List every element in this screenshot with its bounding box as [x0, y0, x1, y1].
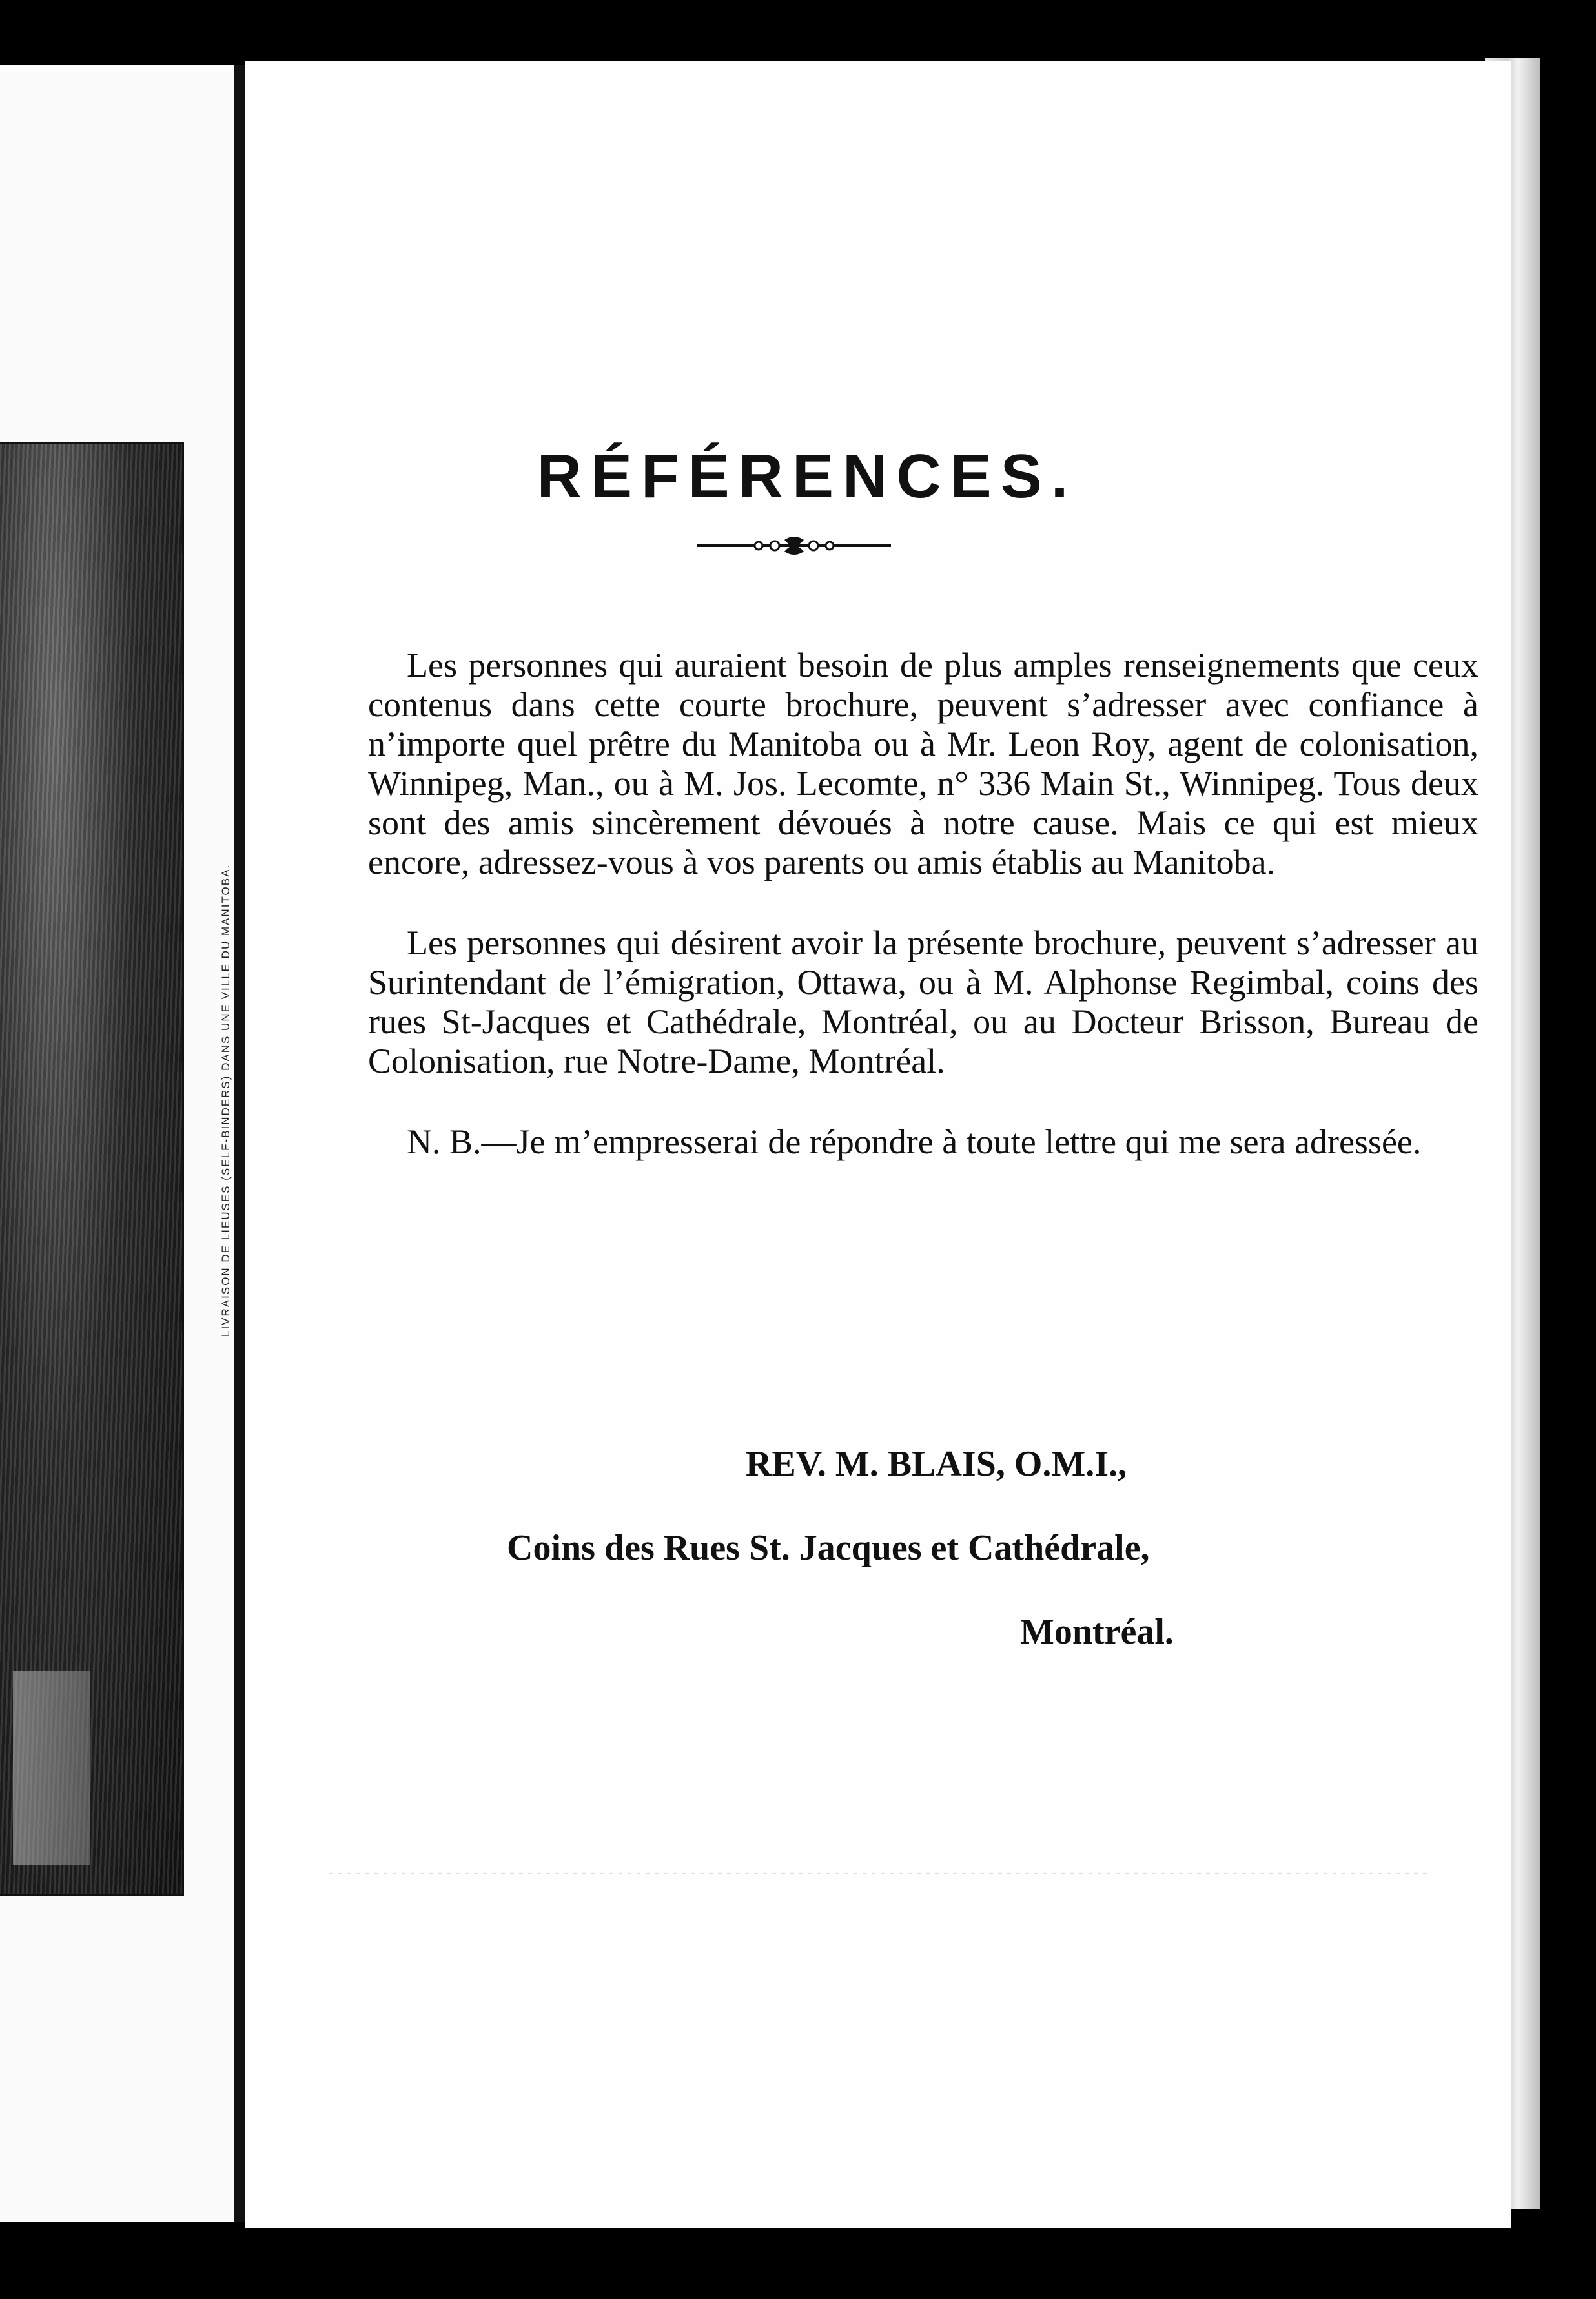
- paragraph-nb: N. B.—Je m’empresserai de répondre à toute lettre qui me sera adressée.: [407, 1122, 1422, 1161]
- signature-city: Montréal.: [1020, 1612, 1174, 1652]
- signature-address: Coins des Rues St. Jacques et Cathédrale,: [507, 1528, 1150, 1568]
- ornament-divider-icon: [697, 536, 891, 555]
- main-page: [245, 61, 1511, 2228]
- book-gutter: [234, 65, 245, 2222]
- facing-page: [0, 65, 236, 2222]
- photo-caption: LIVRAISON DE LIEUSES (SELF-BINDERS) DANS UNE VILLE DU MANITOBA.: [220, 863, 232, 1337]
- body-text: [368, 646, 1478, 1203]
- faint-rule: [329, 1873, 1427, 1874]
- signature-name: REV. M. BLAIS, O.M.I.,: [745, 1444, 1127, 1484]
- paragraph-brochure: Les personnes qui désirent avoir la présente brochure, peuvent s’adresser au Surintendant de l’émigration, Ottawa, ou à M. Alphonse Regimbal, coins des rues St-Jacques et Cathédrale, Montréal, ou au Docteur Brisson, Bureau de Colonisation, rue Notre-Dame, Montréal.: [368, 923, 1478, 1080]
- page-title: RÉFÉRENCES.: [537, 442, 1078, 511]
- paragraph-references: Les personnes qui auraient besoin de plus amples renseignements que ceux contenus dans cette courte brochure, peuvent s’adresser avec confiance à n’importe quel prêtre du Manitoba ou à Mr. Leon Roy, agent de colonisation, Winnipeg, Man., ou à M. Jos. Lecomte, n° 336 Main St., Winnipeg. Tous deux sont des amis sincèrement dévoués à notre cause. Mais ce qui est mieux encore, adressez-vous à vos parents ou amis établis au Manitoba.: [368, 646, 1478, 881]
- photo-highlight: [13, 1671, 90, 1865]
- facing-page-photo: [0, 442, 184, 1896]
